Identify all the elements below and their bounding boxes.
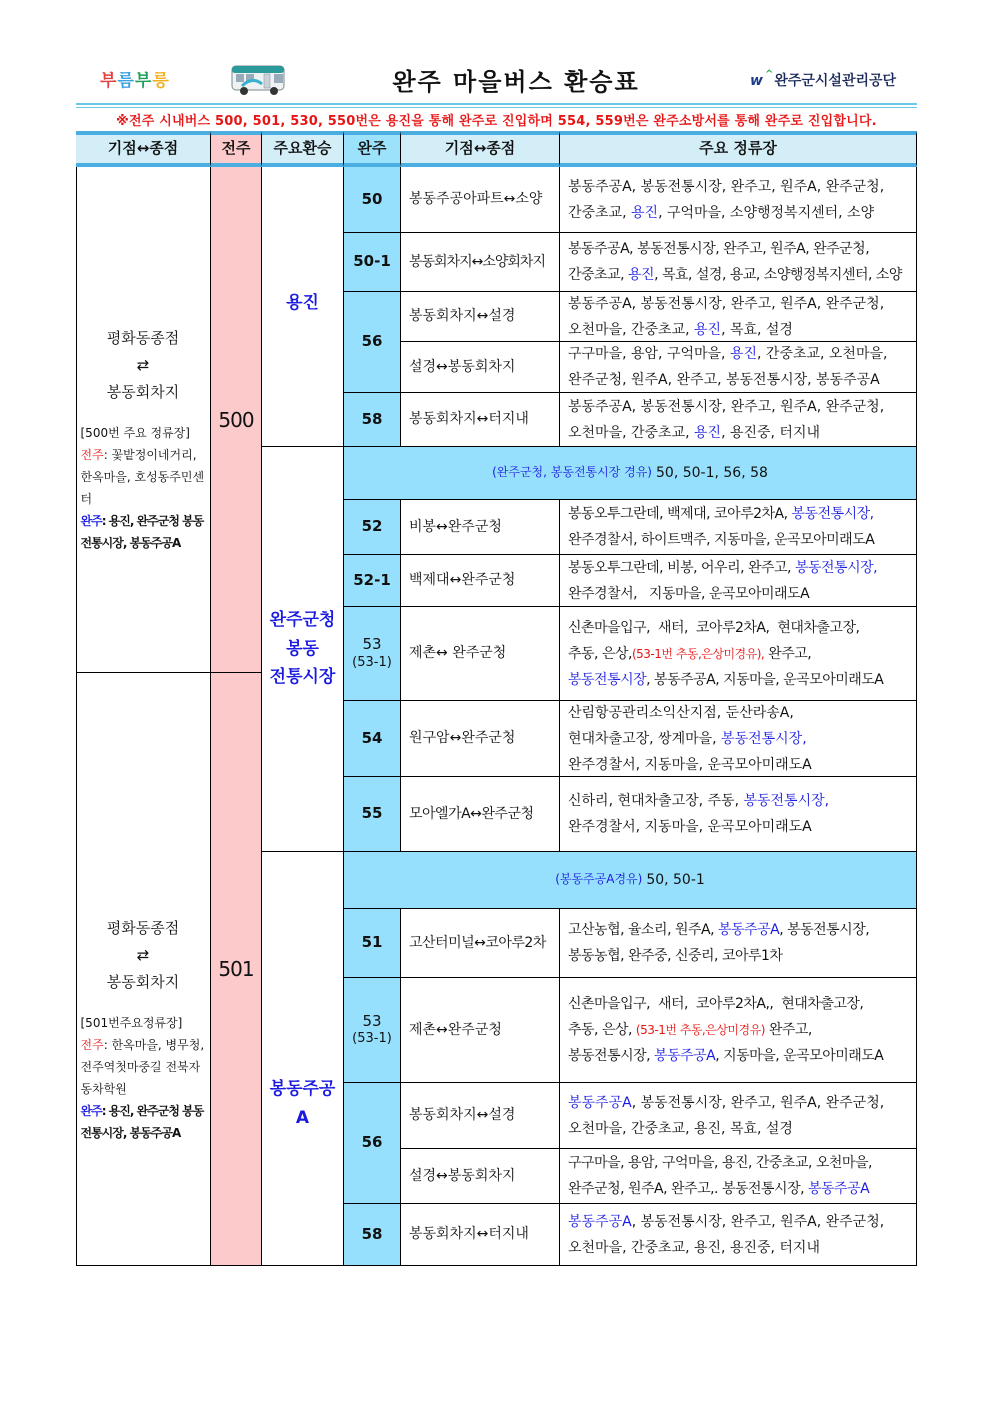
org-name: 완주군시설관리공단 bbox=[774, 73, 897, 89]
stop-text: , 목효, 설경 bbox=[721, 321, 793, 338]
route-number: 54 bbox=[344, 701, 401, 777]
stops-line bbox=[568, 641, 883, 667]
org-mark-icon: w bbox=[750, 73, 763, 89]
route-number: 50 bbox=[344, 167, 401, 233]
logo-char: 부 bbox=[100, 71, 118, 91]
route-endpoints: 설경↔봉동회차지 bbox=[401, 1149, 560, 1204]
col-header-wanju: 완주 bbox=[344, 131, 401, 167]
stops-list bbox=[560, 555, 917, 607]
stop-text: 고산농협, 율소리, 원주A, bbox=[568, 922, 718, 938]
stop-text: 간중초교, bbox=[568, 267, 628, 283]
stops-line bbox=[568, 262, 902, 288]
jeonju-stops bbox=[81, 444, 206, 510]
stop-text: , 구억마을, 소양행정복지센터, 소양 bbox=[658, 204, 875, 221]
stops-line bbox=[568, 1017, 883, 1043]
route-number: 55 bbox=[344, 777, 401, 852]
stops-line bbox=[568, 667, 883, 693]
route-number bbox=[344, 978, 401, 1083]
stop-text: , 봉동주공A, 지동마을, 운곡모아미래도A bbox=[646, 671, 884, 688]
origin-label: 평화동종점 bbox=[106, 918, 180, 937]
stops-line: 봉동주공A, 봉동전통시장, 완주고, 원주A, 완주군청, bbox=[568, 398, 885, 415]
transfer-label: 용진 bbox=[286, 293, 319, 313]
stop-text: 봉동오투그란데, 백제대, 코아루2차A, bbox=[568, 506, 792, 522]
route-endpoints: 봉동주공아파트↔소양 bbox=[401, 167, 560, 233]
stop-note: (53-1번 추동,은상미경유), bbox=[631, 646, 765, 661]
dest-label: 봉동회차지 bbox=[106, 383, 180, 401]
route-number: 58 bbox=[344, 393, 401, 447]
stops-line: 완주군청, 원주A, 완주고, 봉동전통시장, 봉동주공A bbox=[568, 372, 880, 388]
stops-line: 봉동주공A, 봉동전통시장, 완주고, 원주A, 완주군청, bbox=[568, 295, 885, 312]
stops-list bbox=[560, 1083, 917, 1149]
wanju-stops-text: : 용진, 완주군청 봉동전통시장, 봉동주공A bbox=[80, 514, 204, 550]
jeonju-stops-text: : 한옥마을, 병무청, 전주역첫마중길 전북자동차학원 bbox=[80, 1037, 205, 1096]
wanju-stops bbox=[81, 1100, 206, 1144]
via-band bbox=[344, 852, 917, 909]
stops-line: 오천마을, 간중초교, 용진, 목효, 설경 bbox=[568, 1120, 793, 1137]
stop-text: 구구마을, 용암, 구억마을, bbox=[568, 346, 730, 362]
stops-list bbox=[560, 342, 917, 393]
transfer-yongjin bbox=[262, 167, 344, 447]
stops-list bbox=[560, 777, 917, 852]
route-number-sub: (53-1) bbox=[352, 654, 392, 670]
stop-highlight: 봉동전통시장, bbox=[743, 793, 830, 809]
stop-text: 완주군청, 원주A, 완주고,. 봉동전통시장, bbox=[568, 1181, 808, 1197]
stop-text: , 간중초교, 오천마을, bbox=[757, 346, 888, 362]
transfer-label: 봉동주공 bbox=[269, 1078, 336, 1099]
stop-text: 오천마을, 간중초교, bbox=[568, 321, 694, 338]
stops-line: 봉동농협, 완주중, 신중리, 코아루1차 bbox=[568, 948, 783, 964]
dest-label: 봉동회차지 bbox=[106, 972, 180, 991]
stops-list bbox=[560, 978, 917, 1083]
origin-label: 평화동종점 bbox=[106, 329, 180, 347]
transfer-label: 완주군청 bbox=[269, 609, 336, 630]
stop-text: , 용진중, 터지내 bbox=[721, 424, 821, 441]
stops-line bbox=[568, 341, 887, 367]
stop-text: 현대차출고장, 쌍계마을, bbox=[568, 730, 722, 747]
notes-title: [500번 주요 정류장] bbox=[80, 426, 190, 440]
stop-highlight: 용진 bbox=[628, 267, 655, 283]
stops-list bbox=[560, 167, 917, 233]
route-number: 50-1 bbox=[344, 233, 401, 292]
stops-line: 봉동주공A, 봉동전통시장, 완주고, 원주A, 완주군청, bbox=[568, 241, 870, 257]
route-endpoints: 비봉↔완주군청 bbox=[401, 500, 560, 555]
route-number-main: 53 bbox=[362, 1011, 382, 1030]
route-number: 58 bbox=[344, 1204, 401, 1266]
stop-text: , 봉동전통시장, 완주고, 원주A, 완주군청, bbox=[631, 1213, 885, 1230]
stops-line: 구구마을, 용암, 구억마을, 용진, 간중초교, 오천마을, bbox=[568, 1155, 872, 1171]
via-routes: 50, 50-1, 56, 58 bbox=[656, 464, 768, 481]
col-header-origin-dest: 기점↔종점 bbox=[76, 131, 211, 167]
stops-list bbox=[560, 1204, 917, 1266]
mountain-icon: ^ bbox=[764, 69, 774, 80]
jeonju-label: 전주 bbox=[80, 448, 104, 462]
stop-highlight: 용진 bbox=[694, 424, 722, 441]
route-endpoints: 봉동회차지↔설경 bbox=[401, 1083, 560, 1149]
notice-text: ※전주 시내버스 500, 501, 530, 550번은 용진을 통해 완주로 진입하며 554, 559번은 완주소방서를 통해 완주로 진입합니다. bbox=[116, 114, 877, 129]
stop-highlight: 봉동전통시장, bbox=[794, 559, 878, 576]
stop-text: 추동, 은상, bbox=[568, 645, 632, 662]
stop-text: 간중초교, bbox=[568, 204, 631, 221]
stops-line bbox=[568, 200, 884, 226]
route-500-notes bbox=[81, 422, 206, 554]
route-number-main: 53 bbox=[362, 635, 382, 654]
via-routes: 50, 50-1 bbox=[646, 871, 705, 888]
route-number: 56 bbox=[344, 292, 401, 393]
col-header-jeonju: 전주 bbox=[211, 131, 262, 167]
stop-highlight: 봉동전통시장 bbox=[568, 671, 647, 688]
wanju-label: 완주 bbox=[80, 514, 102, 528]
route-number: 56 bbox=[344, 1083, 401, 1204]
stop-highlight: 용진 bbox=[631, 204, 659, 221]
route-501-notes bbox=[81, 1012, 206, 1144]
logo-char: 름 bbox=[117, 71, 135, 91]
stops-list bbox=[560, 909, 917, 978]
route-endpoints: 봉동회차지↔터지내 bbox=[401, 393, 560, 447]
stop-text: 신하리, 현대차출고장, 주동, bbox=[568, 793, 744, 809]
stops-line bbox=[568, 1090, 884, 1116]
route-endpoints: 모아엘가A↔완주군청 bbox=[401, 777, 560, 852]
wanju-stops-text: : 용진, 완주군청 봉동전통시장, 봉동주공A bbox=[80, 1103, 204, 1140]
col-header-transfer: 주요환승 bbox=[262, 131, 344, 167]
col-header-route: 기점↔종점 bbox=[401, 131, 560, 167]
logo-char: 릉 bbox=[152, 71, 170, 91]
stop-highlight: 봉동전통시장, bbox=[721, 730, 807, 747]
route-number: 52 bbox=[344, 500, 401, 555]
stops-line: 신촌마을입구, 새터, 코아루2차A, 현대차출고장, bbox=[568, 619, 860, 636]
stop-text: 완주고, bbox=[764, 1022, 812, 1038]
stop-text: 봉동오투그란데, 비봉, 어우리, 완주고, bbox=[568, 559, 795, 576]
transfer-label: 전통시장 bbox=[269, 667, 336, 688]
route-endpoints: 봉동회차지↔소양회차지 bbox=[401, 233, 560, 292]
stop-highlight: 봉동주공A bbox=[718, 922, 780, 938]
stop-text: 오천마을, 간중초교, bbox=[568, 424, 694, 441]
route-number: 52-1 bbox=[344, 555, 401, 607]
stops-list bbox=[560, 292, 917, 342]
wanju-label: 완주 bbox=[80, 1103, 102, 1118]
route-endpoints: 봉동회차지↔터지내 bbox=[401, 1204, 560, 1266]
route-endpoints: 백제대↔완주군청 bbox=[401, 555, 560, 607]
stops-line bbox=[568, 917, 869, 943]
stops-list bbox=[560, 701, 917, 777]
swap-arrow-icon: ⇄ bbox=[136, 945, 150, 964]
stops-line: 산림항공관리소익산지점, 둔산라송A, bbox=[568, 704, 794, 721]
via-band bbox=[344, 447, 917, 500]
stops-line: 오천마을, 간중초교, 용진, 용진중, 터지내 bbox=[568, 1239, 820, 1256]
stops-line bbox=[568, 555, 877, 581]
stop-highlight: 봉동주공A bbox=[808, 1181, 870, 1197]
stops-line bbox=[568, 317, 884, 343]
route-endpoints: 고산터미널↔코아루2차 bbox=[401, 909, 560, 978]
logo-char: 부 bbox=[134, 71, 153, 91]
transfer-wanju-gunchung bbox=[262, 447, 344, 852]
route-endpoints: 설경↔봉동회차지 bbox=[401, 342, 560, 393]
transfer-label: A bbox=[295, 1107, 310, 1128]
route-endpoints: 제촌↔ 완주군청 bbox=[401, 607, 560, 701]
route-number: 51 bbox=[344, 909, 401, 978]
transfer-bongdong-jugong bbox=[262, 852, 344, 1266]
via-label: (봉동주공A경유) bbox=[555, 872, 643, 887]
stops-line: 봉동주공A, 봉동전통시장, 완주고, 원주A, 완주군청, bbox=[568, 178, 885, 195]
stop-text: 추동, 은상, bbox=[568, 1022, 636, 1038]
stop-text: , 목효, 설경, 용교, 소양행정복지센터, 소양 bbox=[654, 267, 902, 283]
stops-list bbox=[560, 607, 917, 701]
stops-line bbox=[568, 420, 884, 446]
notes-title: [501번주요정류장] bbox=[80, 1015, 183, 1030]
stops-list bbox=[560, 393, 917, 447]
stops-line: 신촌마을입구, 새터, 코아루2차A,, 현대차출고장, bbox=[568, 996, 864, 1012]
route-endpoints: 봉동회차지↔설경 bbox=[401, 292, 560, 342]
stops-line bbox=[568, 501, 874, 527]
stop-text: , 봉동전통시장, 완주고, 원주A, 완주군청, bbox=[631, 1094, 885, 1111]
stop-note: (53-1번 추동,은상미경유) bbox=[635, 1023, 765, 1037]
stop-text: , 지동마을, 운곡모아미래도A bbox=[715, 1048, 884, 1064]
stop-highlight: 용진 bbox=[729, 346, 758, 362]
route-endpoints: 원구암↔완주군청 bbox=[401, 701, 560, 777]
stops-line bbox=[568, 1209, 884, 1235]
stops-list bbox=[560, 500, 917, 555]
route-number bbox=[344, 607, 401, 701]
swap-arrow-icon: ⇄ bbox=[136, 356, 150, 374]
stops-line: 완주경찰서, 지동마을, 운곡모아미래도A bbox=[568, 756, 812, 773]
route-number-sub: (53-1) bbox=[352, 1031, 392, 1047]
stop-text: 봉동전통시장, bbox=[568, 1048, 655, 1064]
jeonju-stops bbox=[81, 1034, 206, 1100]
via-label: (완주군청, 봉동전통시장 경유) bbox=[492, 465, 652, 480]
stop-text: , 봉동전통시장, bbox=[779, 922, 870, 938]
route-endpoints: 제촌↔완주군청 bbox=[401, 978, 560, 1083]
stops-list bbox=[560, 1149, 917, 1204]
transfer-label: 봉동 bbox=[286, 638, 319, 659]
jeonju-label: 전주 bbox=[80, 1037, 104, 1052]
wanju-stops bbox=[81, 510, 206, 554]
stop-highlight: 봉동주공A bbox=[654, 1048, 716, 1064]
jeonju-stops-text: : 꽃밭정이네거리, 한옥마을, 호성동주민센터 bbox=[80, 448, 205, 506]
page-title: 완주 마을버스 환승표 bbox=[392, 68, 640, 96]
stop-text: 완주고, bbox=[764, 645, 812, 662]
origin-group-500 bbox=[76, 167, 211, 673]
stops-line bbox=[568, 1176, 872, 1202]
stops-line bbox=[568, 726, 812, 752]
jeonju-route-500: 500 bbox=[211, 167, 262, 673]
stop-highlight: 봉동전통시장, bbox=[791, 506, 874, 522]
stops-line: 완주경찰서, 지동마을, 운곡모아미래도A bbox=[568, 585, 810, 602]
origin-group-501 bbox=[76, 673, 211, 1266]
stops-line: 완주경찰서, 지동마을, 운곡모아미래도A bbox=[568, 819, 812, 835]
col-header-stops: 주요 정류장 bbox=[560, 131, 917, 167]
stops-line bbox=[568, 1043, 883, 1069]
stop-highlight: 봉동주공A bbox=[568, 1094, 632, 1111]
stops-line: 완주경찰서, 하이트맥주, 지동마을, 운곡모아미래도A bbox=[568, 532, 875, 548]
stop-highlight: 용진 bbox=[694, 321, 722, 338]
stop-highlight: 봉동주공A bbox=[568, 1213, 632, 1230]
stops-list bbox=[560, 233, 917, 292]
stops-line bbox=[568, 788, 829, 814]
jeonju-route-501: 501 bbox=[211, 673, 262, 1266]
